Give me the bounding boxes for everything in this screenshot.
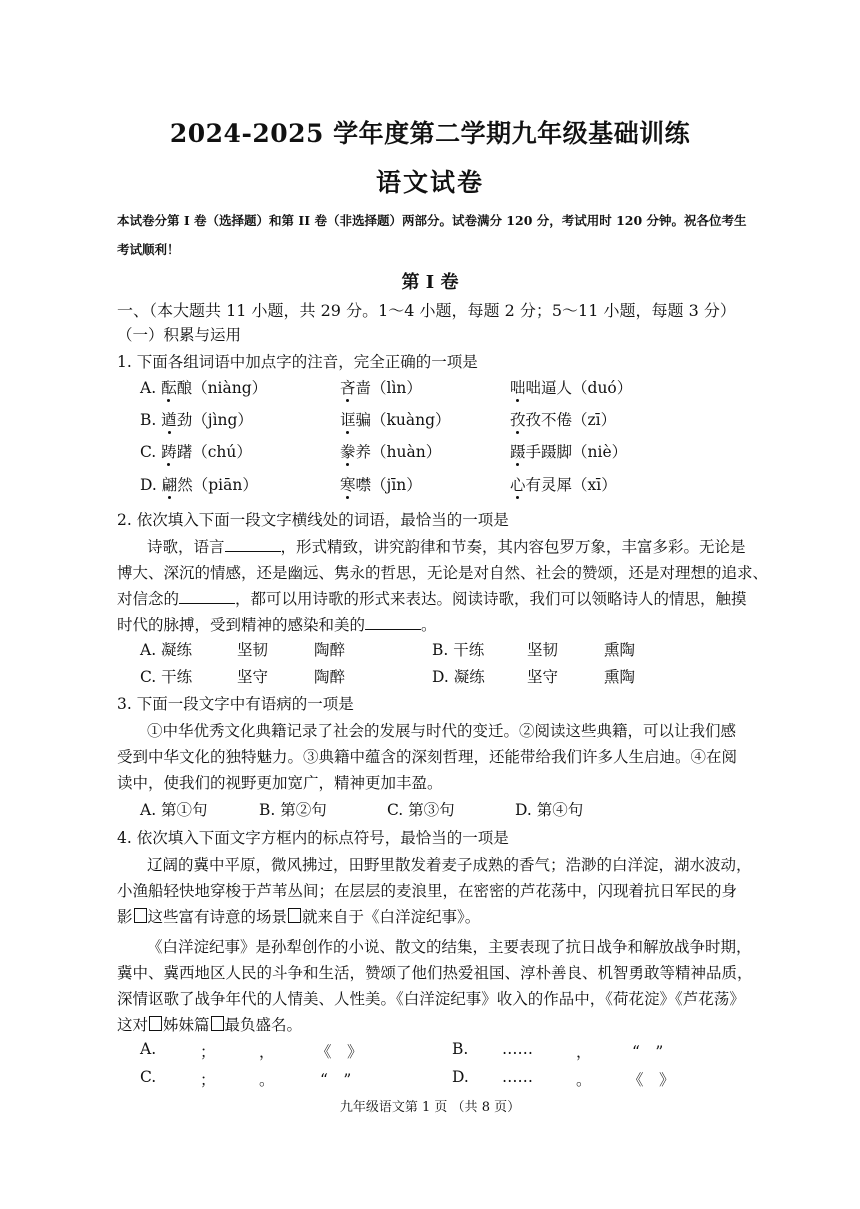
exam-title: 2024-2025 学年度第二学期九年级基础训练 xyxy=(169,119,691,148)
q1-option-rest: 噤（jīn） xyxy=(355,476,422,494)
q4-passage-line6: 深情讴歌了战争年代的人情美、人性美。《白洋淀纪事》收入的作品中，《荷花淀》《芦花荡》 xyxy=(117,990,745,1008)
page-footer: 九年级语文第 1 页 （共 8 页） xyxy=(339,1100,521,1115)
q2-option-item: C. 干练 xyxy=(140,668,193,686)
q2-option-item: 熏陶 xyxy=(604,668,636,686)
punctuation-box-1 xyxy=(134,908,147,923)
q1-dotted-char: 孜 xyxy=(510,408,526,430)
q1-dotted-char: 踌 xyxy=(161,440,177,462)
q2-option-item: 熏陶 xyxy=(604,641,636,659)
q4-passage-line3 xyxy=(117,905,480,927)
q1-option-rest: 劲（jìng） xyxy=(176,411,253,429)
q1-dotted-char: 酝 xyxy=(161,376,177,398)
q4-text: 就来自于《白洋淀纪事》。 xyxy=(302,908,481,926)
q4-option-mark: “ ” xyxy=(320,1071,352,1089)
q4-passage-line4: 《白洋淀纪事》是孙犁创作的小说、散文的结集，主要表现了抗日战争和解放战争时期， xyxy=(147,938,752,956)
exam-subtitle: 语文试卷 xyxy=(375,168,484,197)
q1-dotted-char: 吝 xyxy=(340,376,356,398)
q4-stem: 4. 依次填入下面文字方框内的标点符号，最恰当的一项是 xyxy=(117,829,509,847)
part-heading: 一、（本大题共 11 小题，共 29 分。1～4 小题，每题 2 分；5～11 小题，每题 3 分） xyxy=(117,301,736,320)
q2-text: 对信念的 xyxy=(117,590,180,608)
q2-text: ，形式精致，讲究韵律和节奏，其内容包罗万象，丰富多彩。无论是 xyxy=(280,538,746,556)
q1-dotted-char: 心 xyxy=(510,473,526,495)
q1-dotted-char: 翩 xyxy=(162,473,178,495)
q1-dotted-char: 寒 xyxy=(340,473,356,495)
q2-passage-line4 xyxy=(117,613,437,635)
q1-dotted-char: 蹑 xyxy=(510,440,526,462)
q4-option-mark: ； xyxy=(200,1043,216,1061)
q1-option-rest: 啬（lìn） xyxy=(355,379,422,397)
q1-option-prefix: D. xyxy=(140,476,162,494)
q4-option-mark: 。 xyxy=(576,1071,592,1089)
q2-text: 。 xyxy=(421,616,437,634)
q3-option-item: D. 第④句 xyxy=(515,801,584,819)
q3-option-item: C. 第③句 xyxy=(387,801,455,819)
q1-option-rest: 酿（niàng） xyxy=(176,379,268,397)
q2-passage-line3 xyxy=(117,587,747,609)
q2-option-item: 陶醉 xyxy=(314,641,346,659)
q1-option-word xyxy=(510,473,617,495)
q4-text: 影 xyxy=(117,908,133,926)
q1-stem: 1. 下面各组词语中加点字的注音，完全正确的一项是 xyxy=(117,353,478,371)
q3-passage-line2: 受到中华文化的独特魅力。③典籍中蕴含的深刻哲理，还能带给我们许多人生启迪。④在阅 xyxy=(117,748,738,766)
q1-option-rest: 养（huàn） xyxy=(355,443,442,461)
q4-option-mark: ； xyxy=(200,1071,216,1089)
q2-option-item: 坚守 xyxy=(237,668,269,686)
q1-option-prefix: C. xyxy=(140,443,162,461)
q1-dotted-char: 诓 xyxy=(340,408,356,430)
q1-option-word xyxy=(340,473,422,495)
q4-option-mark: 《 》 xyxy=(316,1043,363,1061)
punctuation-box-3 xyxy=(149,1016,162,1031)
q4-option-label: D. xyxy=(452,1068,469,1086)
q4-option-mark: ， xyxy=(576,1043,592,1061)
q4-passage-line7 xyxy=(117,1013,302,1035)
q3-passage-line3: 读中，使我们的视野更加宽广，精神更加丰盈。 xyxy=(117,774,443,792)
q4-option-mark: 《 》 xyxy=(628,1071,675,1089)
sub-heading: （一）积累与运用 xyxy=(117,326,242,344)
q1-option-word xyxy=(140,440,252,462)
q1-option-prefix: A. xyxy=(140,379,162,397)
q2-option-item: A. 凝练 xyxy=(140,641,193,659)
q2-blank-1 xyxy=(225,537,281,552)
q4-option-mark: “ ” xyxy=(632,1043,664,1061)
q2-text: 时代的脉搏，受到精神的感染和美的 xyxy=(117,616,366,634)
q2-option-item: 坚韧 xyxy=(527,641,559,659)
q2-option-item: B. 干练 xyxy=(432,641,485,659)
q2-option-item: 坚守 xyxy=(527,668,559,686)
q1-option-word xyxy=(510,408,616,430)
q2-passage-line2: 博大、深沉的情感，还是幽远、隽永的哲思，无论是对自然、社会的赞颂，还是对理想的追求、 xyxy=(117,564,769,582)
exam-instructions-line1: 本试卷分第 I 卷（选择题）和第 II 卷（非选择题）两部分。试卷满分 120 分，考试用时 120 分钟。祝各位考生 xyxy=(117,213,747,228)
punctuation-box-2 xyxy=(288,908,301,923)
q3-option-item: A. 第①句 xyxy=(140,801,208,819)
q4-option-label: C. xyxy=(140,1068,157,1086)
q4-passage-line2: 小渔船轻快地穿梭于芦苇丛间；在层层的麦浪里，在密密的芦花荡中，闪现着抗日军民的身 xyxy=(117,882,738,900)
q1-dotted-char: 豢 xyxy=(340,440,356,462)
q1-option-rest: 然（piān） xyxy=(177,476,258,494)
q4-text: 这些富有诗意的场景 xyxy=(147,908,288,926)
q4-option-mark: 。 xyxy=(259,1071,275,1089)
q1-option-rest: 有灵犀（xī） xyxy=(525,476,617,494)
q1-dotted-char: 咄 xyxy=(510,376,526,398)
q1-option-word xyxy=(340,376,422,398)
q4-passage-line1: 辽阔的冀中平原，微风拂过，田野里散发着麦子成熟的香气；浩渺的白洋淀，湖水波动， xyxy=(147,856,752,874)
q4-passage-line5: 冀中、冀西地区人民的斗争和生活，赞颂了他们热爱祖国、淳朴善良、机智勇敢等精神品质， xyxy=(117,964,753,982)
q3-option-item: B. 第②句 xyxy=(259,801,327,819)
q2-option-item: D. 凝练 xyxy=(432,668,485,686)
q1-option-rest: 手蹑脚（niè） xyxy=(525,443,628,461)
q1-option-word xyxy=(340,408,451,430)
q2-passage-line1 xyxy=(147,535,746,557)
q3-stem: 3. 下面一段文字中有语病的一项是 xyxy=(117,695,354,713)
q4-option-label: B. xyxy=(452,1040,469,1058)
exam-instructions-line2: 考试顺利！ xyxy=(117,242,180,257)
q1-option-word xyxy=(510,440,627,462)
q2-blank-2 xyxy=(179,589,235,604)
q2-option-item: 坚韧 xyxy=(237,641,269,659)
section-title: 第 I 卷 xyxy=(401,272,459,293)
q4-option-label: A. xyxy=(140,1040,157,1058)
q1-option-prefix: B. xyxy=(140,411,162,429)
q1-dotted-char: 遒 xyxy=(161,408,177,430)
q1-option-word xyxy=(340,440,441,462)
q2-blank-3 xyxy=(365,615,421,630)
q1-option-word xyxy=(140,376,267,398)
q2-option-item: 陶醉 xyxy=(314,668,346,686)
q4-option-mark: ， xyxy=(259,1043,275,1061)
q1-option-rest: 躇（chú） xyxy=(176,443,252,461)
q3-passage-line1: ①中华优秀文化典籍记录了社会的发展与时代的变迁。②阅读这些典籍，可以让我们感 xyxy=(147,722,737,740)
q1-option-rest: 骗（kuàng） xyxy=(355,411,451,429)
q1-option-word xyxy=(140,408,253,430)
q1-option-word xyxy=(140,473,258,495)
q4-option-mark: …… xyxy=(502,1068,533,1086)
q1-option-rest: 咄逼人（duó） xyxy=(525,379,633,397)
q1-option-rest: 孜不倦（zī） xyxy=(525,411,617,429)
q4-text: 最负盛名。 xyxy=(224,1016,303,1034)
punctuation-box-4 xyxy=(211,1016,224,1031)
q2-stem: 2. 依次填入下面一段文字横线处的词语，最恰当的一项是 xyxy=(117,511,509,529)
q2-text: ，都可以用诗歌的形式来表达。阅读诗歌，我们可以领略诗人的情思，触摸 xyxy=(235,590,747,608)
q2-text: 诗歌，语言 xyxy=(147,538,225,556)
q4-option-mark: …… xyxy=(502,1040,533,1058)
q4-text: 姊妹篇 xyxy=(163,1016,210,1034)
q1-option-word xyxy=(510,376,632,398)
q4-text: 这对 xyxy=(117,1016,149,1034)
